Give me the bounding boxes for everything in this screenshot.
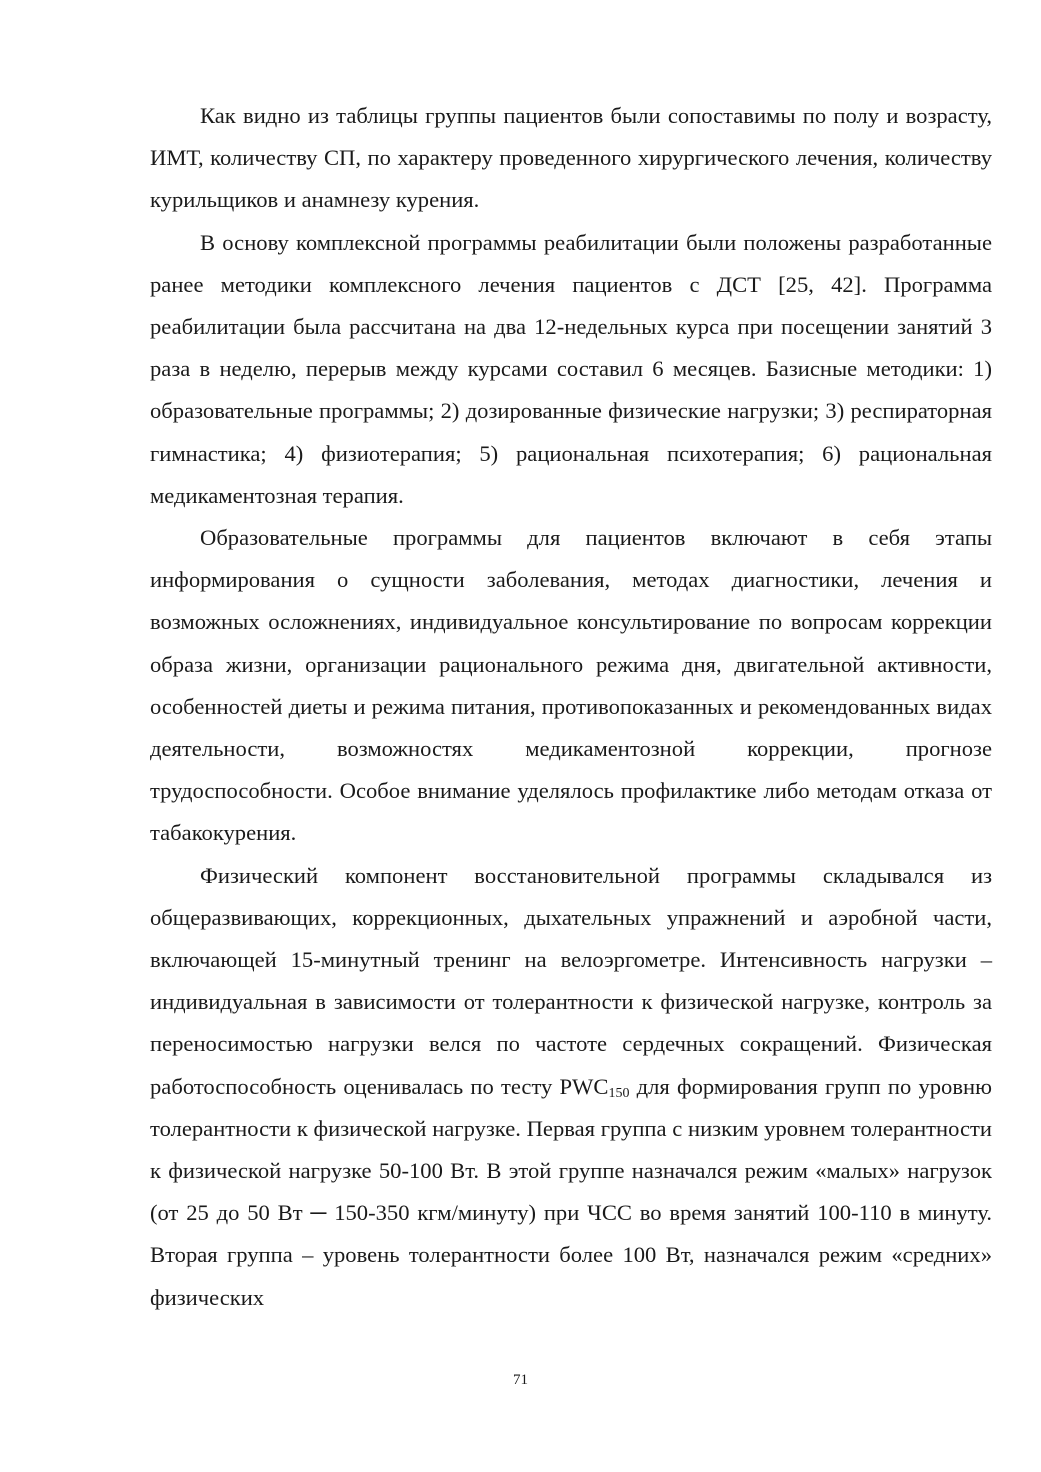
page-number: 71: [513, 1372, 528, 1388]
paragraph-4-text-end: для формирования групп по уровню толерантности к физической нагрузке. Первая группа с низким уровнем толерантности к физической нагрузке 50-100 Вт. В этой группе назначался режим «малых» нагрузок (от 25 до 50 Вт ─ 150-350 кгм/минуту) при ЧСС во время занятий 100-110 в минуту. Вторая группа – уровень толерантности более 100 Вт, назначался режим «средних» физических: [150, 1073, 992, 1310]
page-body: [150, 95, 992, 1319]
pwc-subscript: 150: [608, 1085, 630, 1101]
paragraph-2: В основу комплексной программы реабилитации были положены разработанные ранее методики комплексного лечения пациентов с ДСТ [25, 42]. Программа реабилитации была рассчитана на два 12-недельных курса при посещении занятий 3 раза в неделю, перерыв между курсами составил 6 месяцев. Базисные методики: 1) образовательные программы; 2) дозированные физические нагрузки; 3) респираторная гимнастика; 4) физиотерапия; 5) рациональная психотерапия; 6) рациональная медикаментозная терапия.: [150, 229, 992, 508]
paragraph-1: Как видно из таблицы группы пациентов были сопоставимы по полу и возрасту, ИМТ, количеству СП, по характеру проведенного хирургического лечения, количеству курильщиков и анамнезу курения.: [150, 103, 992, 213]
paragraph-4-text-start: Физический компонент восстановительной программы складывался из общеразвивающих, коррекционных, дыхательных упражнений и аэробной части, включающей 15-минутный тренинг на велоэргометре. Интенсивность нагрузки – индивидуальная в зависимости от толерантности к физической нагрузке, контроль за переносимостью нагрузки велся по частоте сердечных сокращений. Физическая работоспособность оценивалась по тесту PWC: [150, 862, 992, 1099]
paragraph-3: Образовательные программы для пациентов включают в себя этапы информирования о сущности заболевания, методах диагностики, лечения и возможных осложнениях, индивидуальное консультирование по вопросам коррекции образа жизни, организации рационального режима дня, двигательной активности, особенностей диеты и режима питания, противопоказанных и рекомендованных видах деятельности, возможностях медикаментозной коррекции, прогнозе трудоспособности. Особое внимание уделялось профилактике либо методам отказа от табакокурения.: [150, 525, 992, 846]
paragraph-4: [150, 855, 992, 1319]
